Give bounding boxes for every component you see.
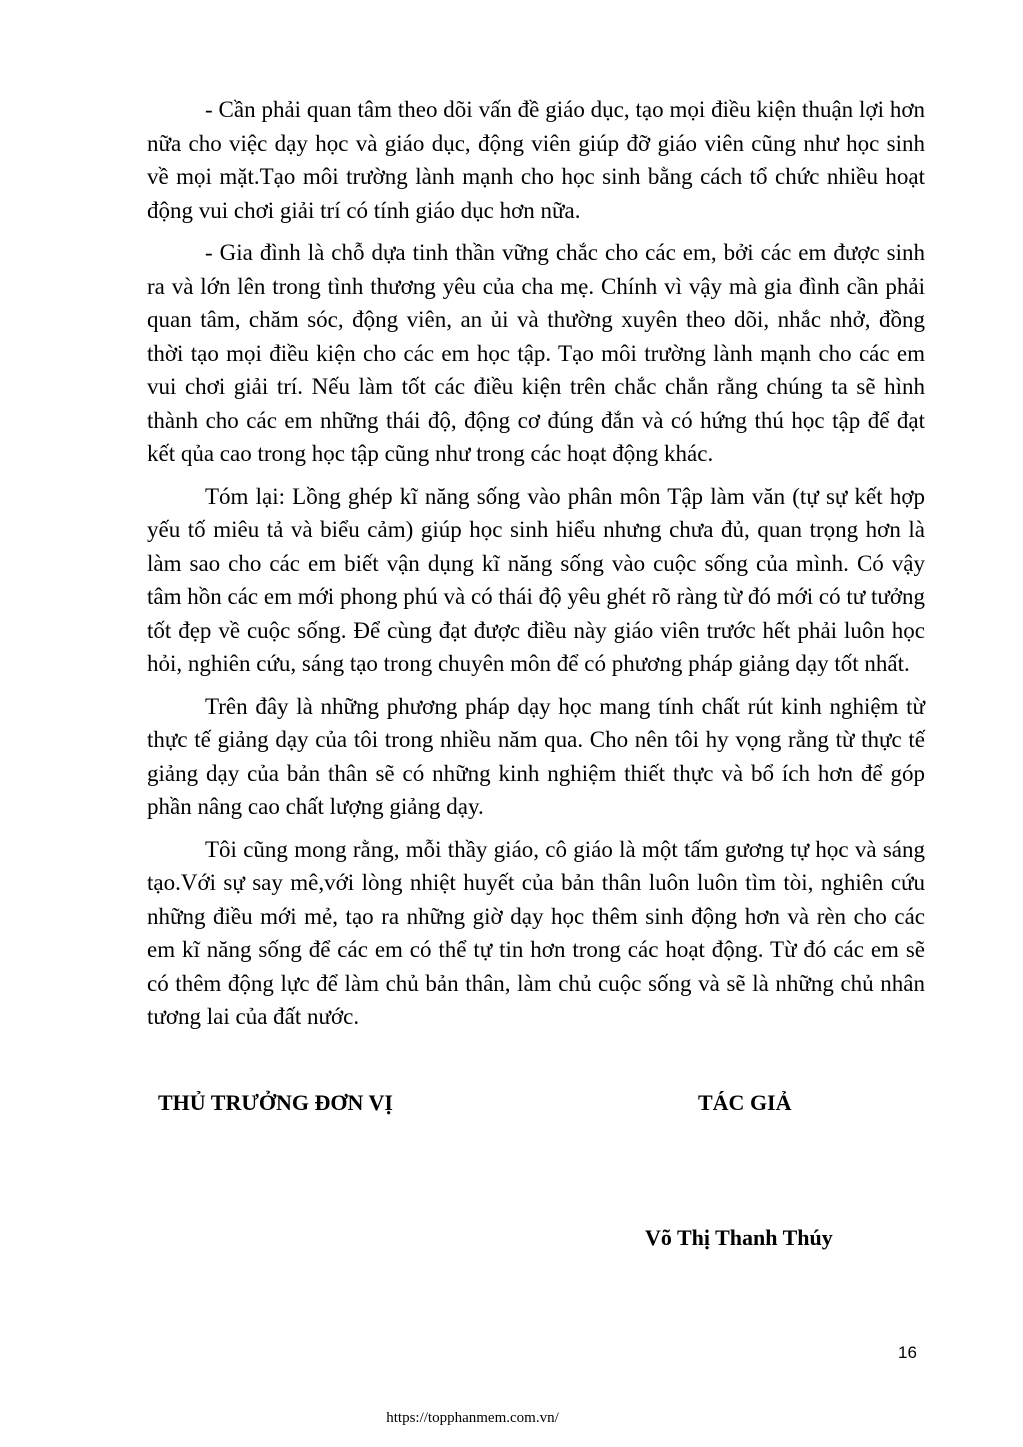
paragraph-experience: Trên đây là những phương pháp dạy học mang tính chất rút kinh nghiệm từ thực tế giảng dạy của tôi trong nhiều năm qua. Cho nên tôi hy vọng rằng từ thực tế giảng dạy của bản thân sẽ có những kinh nghiệm thiết thực và bổ ích hơn để góp phần nâng cao chất lượng giảng dạy.	[147, 693, 925, 819]
author-name: Võ Thị Thanh Thúy	[645, 1225, 833, 1250]
unit-head-signature-label: THỦ TRƯỞNG ĐƠN VỊ	[158, 1090, 393, 1115]
paragraph-closing-hope: Tôi cũng mong rằng, mỗi thầy giáo, cô giáo là một tấm gương tự học và sáng tạo.Với sự say mê,với lòng nhiệt huyết của bản thân luôn luôn tìm tòi, nghiên cứu những điều mới mẻ, tạo ra những giờ dạy học thêm sinh động hơn và rèn cho các em kĩ năng sống để các em có thể tự tin hơn trong các hoạt động. Từ đó các em sẽ có thêm động lực để làm chủ bản thân, làm chủ cuộc sống và sẽ là những chủ nhân tương lai của đất nước.	[147, 836, 925, 1029]
page-number: 16	[898, 1343, 917, 1362]
paragraph-summary: Tóm lại: Lồng ghép kĩ năng sống vào phân môn Tập làm văn (tự sự kết hợp yếu tố miêu tả và biểu cảm) giúp học sinh hiểu nhưng chưa đủ, quan trọng hơn là làm sao cho các em biết vận dụng kĩ năng sống vào cuộc sống của mình. Có vậy tâm hồn các em mới phong phú và có thái độ yêu ghét rõ ràng từ đó mới có tư tưởng tốt đẹp về cuộc sống. Để cùng đạt được điều này giáo viên trước hết phải luôn học hỏi, nghiên cứu, sáng tạo trong chuyên môn để có phương pháp giảng dạy tốt nhất.	[147, 483, 925, 676]
paragraph-school-recommendation: - Cần phải quan tâm theo dõi vấn đề giáo dục, tạo mọi điều kiện thuận lợi hơn nữa cho việc dạy học và giáo dục, động viên giúp đỡ giáo viên cũng như học sinh về mọi mặt.Tạo môi trường lành mạnh cho học sinh bằng cách tổ chức nhiều hoạt động vui chơi giải trí có tính giáo dục hơn nữa.	[147, 97, 925, 223]
footer-url-link[interactable]: https://topphanmem.com.vn/	[386, 1410, 559, 1426]
document-body	[147, 93, 925, 1034]
paragraph-family-recommendation: - Gia đình là chỗ dựa tinh thần vững chắc cho các em, bởi các em được sinh ra và lớn lên trong tình thương yêu của cha mẹ. Chính vì vậy mà gia đình cần phải quan tâm, chăm sóc, động viên, an ủi và thường xuyên theo dõi, nhắc nhở, đồng thời tạo mọi điều kiện cho các em học tập. Tạo môi trường lành mạnh cho các em vui chơi giải trí. Nếu làm tốt các điều kiện trên chắc chắn rằng chúng ta sẽ hình thành cho các em những thái độ, động cơ đúng đắn và có hứng thú học tập để đạt kết qủa cao trong học tập cũng như trong các hoạt động khác.	[147, 240, 925, 466]
author-signature-label: TÁC GIẢ	[698, 1090, 792, 1115]
